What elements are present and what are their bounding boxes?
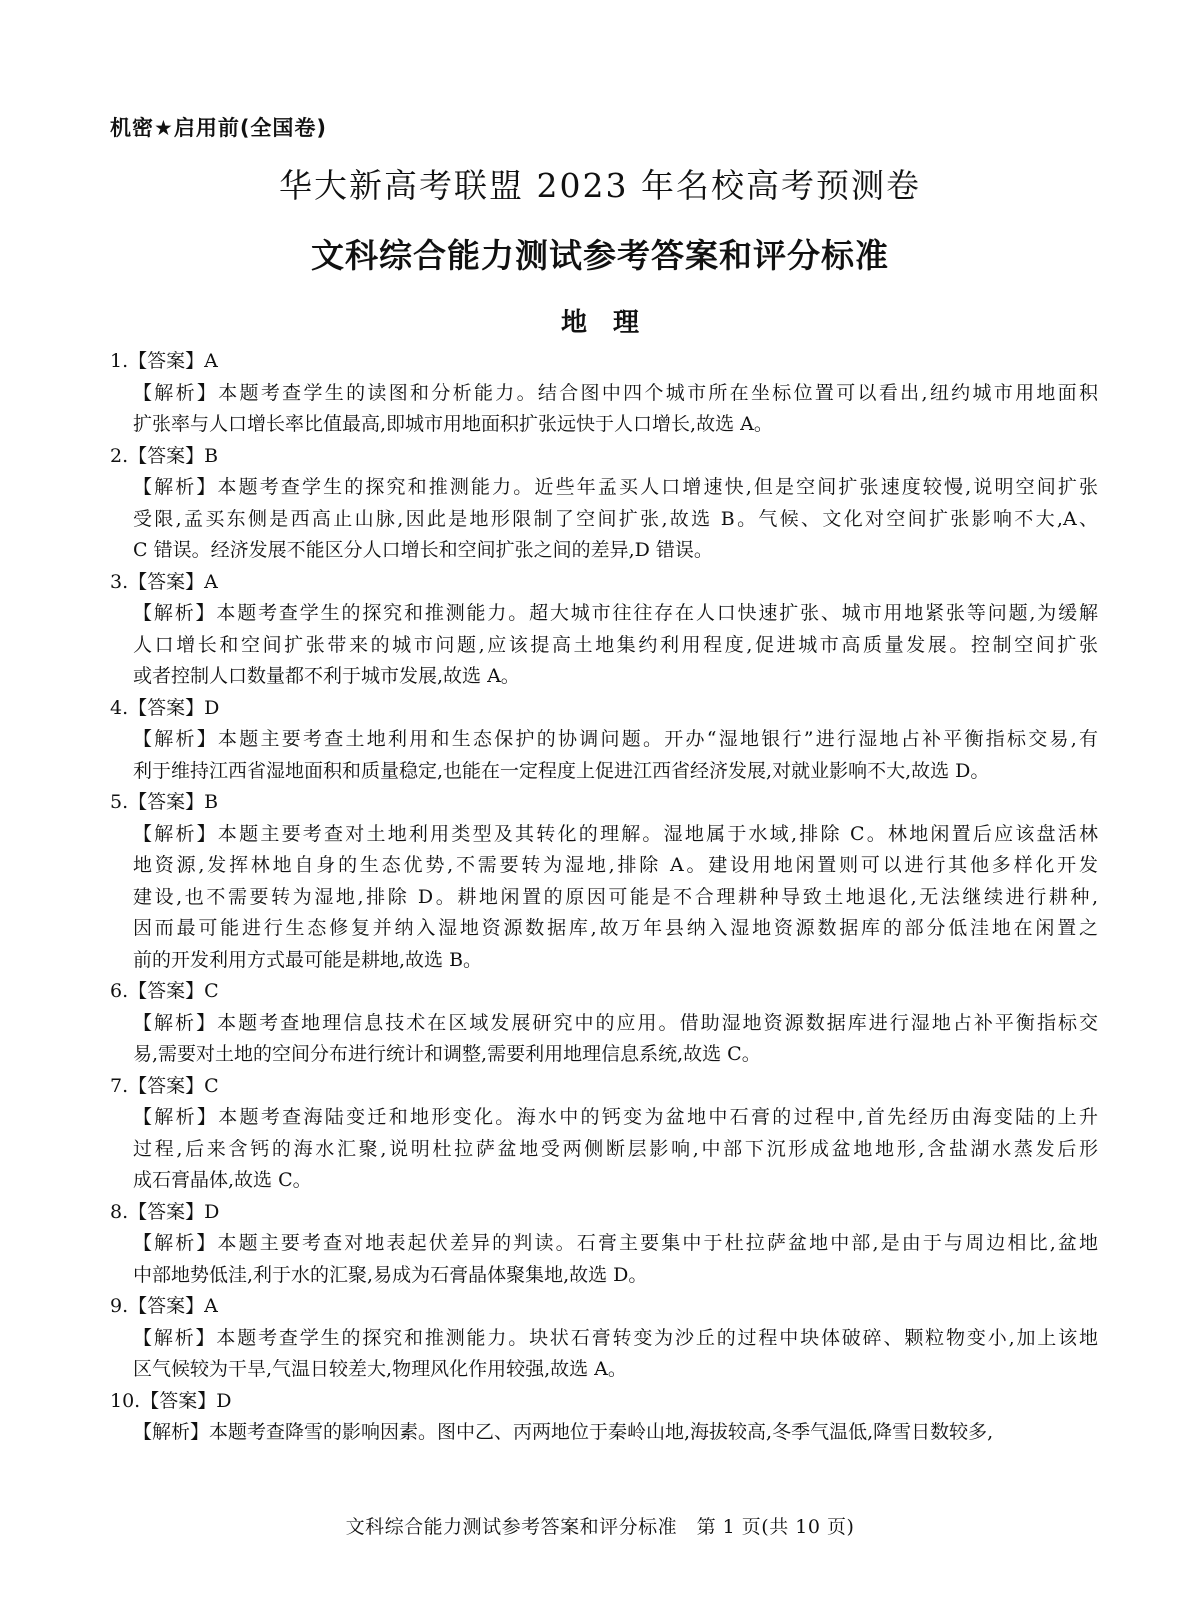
answer-value: B	[204, 791, 219, 813]
exam-title: 华大新高考联盟 2023 年名校高考预测卷	[279, 166, 921, 205]
answer-value: D	[204, 1200, 220, 1223]
explanation-line: 人口增长和空间扩张带来的城市问题,应该提高土地集约利用程度,促进城市高质量发展。控制空间扩张	[133, 633, 1098, 656]
answer-item	[110, 787, 1098, 976]
explanation-line: 中部地势低洼,利于水的汇聚,易成为石膏晶体聚集地,故选 D。	[133, 1263, 648, 1286]
answer-line	[110, 567, 1098, 599]
subject-heading: 地理	[560, 308, 665, 338]
answer-list	[110, 346, 1098, 1449]
explanation-line: 【解析】本题主要考查对地表起伏差异的判读。石膏主要集中于杜拉萨盆地中部,是由于与周边相比,盆地	[133, 1232, 1098, 1254]
explanation-line: 【解析】本题考查学生的探究和推测能力。超大城市往往存在人口快速扩张、城市用地紧张等问题,为缓解	[133, 602, 1098, 624]
answer-item	[110, 346, 1098, 441]
explanation-line: 前的开发利用方式最可能是耕地,故选 B。	[133, 948, 483, 971]
answer-item	[110, 1197, 1098, 1292]
answer-item	[110, 976, 1098, 1071]
answer-value: B	[204, 444, 219, 467]
answer-value: A	[204, 350, 218, 372]
answer-line	[110, 441, 1098, 473]
explanation-line: 扩张率与人口增长率比值最高,即城市用地面积扩张远快于人口增长,故选 A。	[133, 413, 773, 435]
answer-line	[110, 1386, 1098, 1418]
answer-label: 【答案】	[128, 980, 205, 1002]
answer-line	[110, 693, 1098, 725]
answer-item	[110, 1291, 1098, 1386]
answer-value: A	[204, 1295, 218, 1317]
question-number: 4.	[110, 696, 129, 719]
explanation-line: 地资源,发挥林地自身的生态优势,不需要转为湿地,排除 A。建设用地闲置则可以进行其他多样化开发	[133, 854, 1098, 876]
explanation-line: 成石膏晶体,故选 C。	[133, 1169, 312, 1191]
answer-line	[110, 1197, 1098, 1229]
question-number: 8.	[110, 1200, 129, 1223]
explanation-line: 【解析】本题考查降雪的影响因素。图中乙、丙两地位于秦岭山地,海拔较高,冬季气温低,降雪日数较多,	[133, 1421, 994, 1443]
answer-key-title: 文科综合能力测试参考答案和评分标准	[311, 236, 889, 275]
answer-value: A	[204, 570, 218, 593]
answer-label: 【答案】	[128, 1200, 205, 1223]
answer-label: 【答案】	[128, 570, 205, 593]
explanation-line: 【解析】本题主要考查土地利用和生态保护的协调问题。开办“湿地银行”进行湿地占补平衡指标交易,有	[133, 728, 1098, 750]
explanation-line: 因而最可能进行生态修复并纳入湿地资源数据库,故万年县纳入湿地资源数据库的部分低洼地在闲置之	[133, 917, 1098, 939]
page-footer: 文科综合能力测试参考答案和评分标准 第 1 页(共 10 页)	[345, 1516, 855, 1538]
question-number: 3.	[110, 570, 129, 593]
explanation-line: 【解析】本题考查学生的探究和推测能力。块状石膏转变为沙丘的过程中块体破碎、颗粒物变小,加上该地	[133, 1326, 1098, 1349]
explanation-line: 【解析】本题考查地理信息技术在区域发展研究中的应用。借助湿地资源数据库进行湿地占补平衡指标交	[133, 1011, 1098, 1034]
explanation-line: 建设,也不需要转为湿地,排除 D。耕地闲置的原因可能是不合理耕种导致土地退化,无法继续进行耕种,	[133, 885, 1098, 908]
answer-label: 【答案】	[128, 696, 205, 719]
answer-value: C	[204, 1074, 219, 1097]
explanation-line: 过程,后来含钙的海水汇聚,说明杜拉萨盆地受两侧断层影响,中部下沉形成盆地地形,含盐湖水蒸发后形	[133, 1137, 1098, 1160]
answer-line	[110, 1071, 1098, 1103]
explanation-line: 【解析】本题考查学生的读图和分析能力。结合图中四个城市所在坐标位置可以看出,纽约城市用地面积	[133, 381, 1098, 404]
explanation-line: 区气候较为干旱,气温日较差大,物理风化作用较强,故选 A。	[133, 1358, 627, 1380]
answer-item	[110, 441, 1098, 567]
answer-line	[110, 976, 1098, 1008]
answer-item	[110, 1071, 1098, 1197]
answer-item	[110, 567, 1098, 693]
explanation-line: 受限,孟买东侧是西高止山脉,因此是地形限制了空间扩张,故选 B。气候、文化对空间扩张影响不大,A、	[133, 507, 1098, 530]
answer-line	[110, 1291, 1098, 1323]
answer-value: D	[204, 696, 220, 719]
answer-label: 【答案】	[128, 1074, 205, 1097]
answer-line	[110, 787, 1098, 819]
answer-item	[110, 1386, 1098, 1449]
question-number: 10.	[110, 1389, 141, 1412]
answer-item	[110, 693, 1098, 788]
question-number: 6.	[110, 980, 129, 1002]
question-number: 9.	[110, 1295, 129, 1317]
explanation-line: 利于维持江西省湿地面积和质量稳定,也能在一定程度上促进江西省经济发展,对就业影响不大,故选 D。	[133, 759, 990, 782]
answer-label: 【答案】	[128, 1295, 205, 1317]
answer-value: D	[216, 1389, 232, 1412]
explanation-line: 易,需要对土地的空间分布进行统计和调整,需要利用地理信息系统,故选 C。	[133, 1043, 761, 1065]
answer-label: 【答案】	[128, 350, 205, 372]
answer-label: 【答案】	[128, 444, 205, 467]
confidential-label: 机密★启用前(全国卷)	[110, 116, 328, 140]
explanation-line: 【解析】本题考查学生的探究和推测能力。近些年孟买人口增速快,但是空间扩张速度较慢,说明空间扩张	[133, 476, 1098, 498]
explanation-line: 【解析】本题主要考查对土地利用类型及其转化的理解。湿地属于水域,排除 C。林地闲置后应该盘活林	[133, 822, 1098, 845]
question-number: 2.	[110, 444, 129, 467]
question-number: 7.	[110, 1074, 129, 1097]
question-number: 1.	[110, 350, 129, 372]
answer-line	[110, 346, 1098, 378]
explanation-line: 或者控制人口数量都不利于城市发展,故选 A。	[133, 665, 520, 687]
answer-label: 【答案】	[128, 791, 205, 813]
explanation-line: C 错误。经济发展不能区分人口增长和空间扩张之间的差异,D 错误。	[133, 539, 713, 561]
explanation-line: 【解析】本题考查海陆变迁和地形变化。海水中的钙变为盆地中石膏的过程中,首先经历由海变陆的上升	[133, 1106, 1098, 1128]
answer-label: 【答案】	[140, 1389, 217, 1412]
answer-value: C	[204, 980, 219, 1002]
question-number: 5.	[110, 791, 129, 813]
